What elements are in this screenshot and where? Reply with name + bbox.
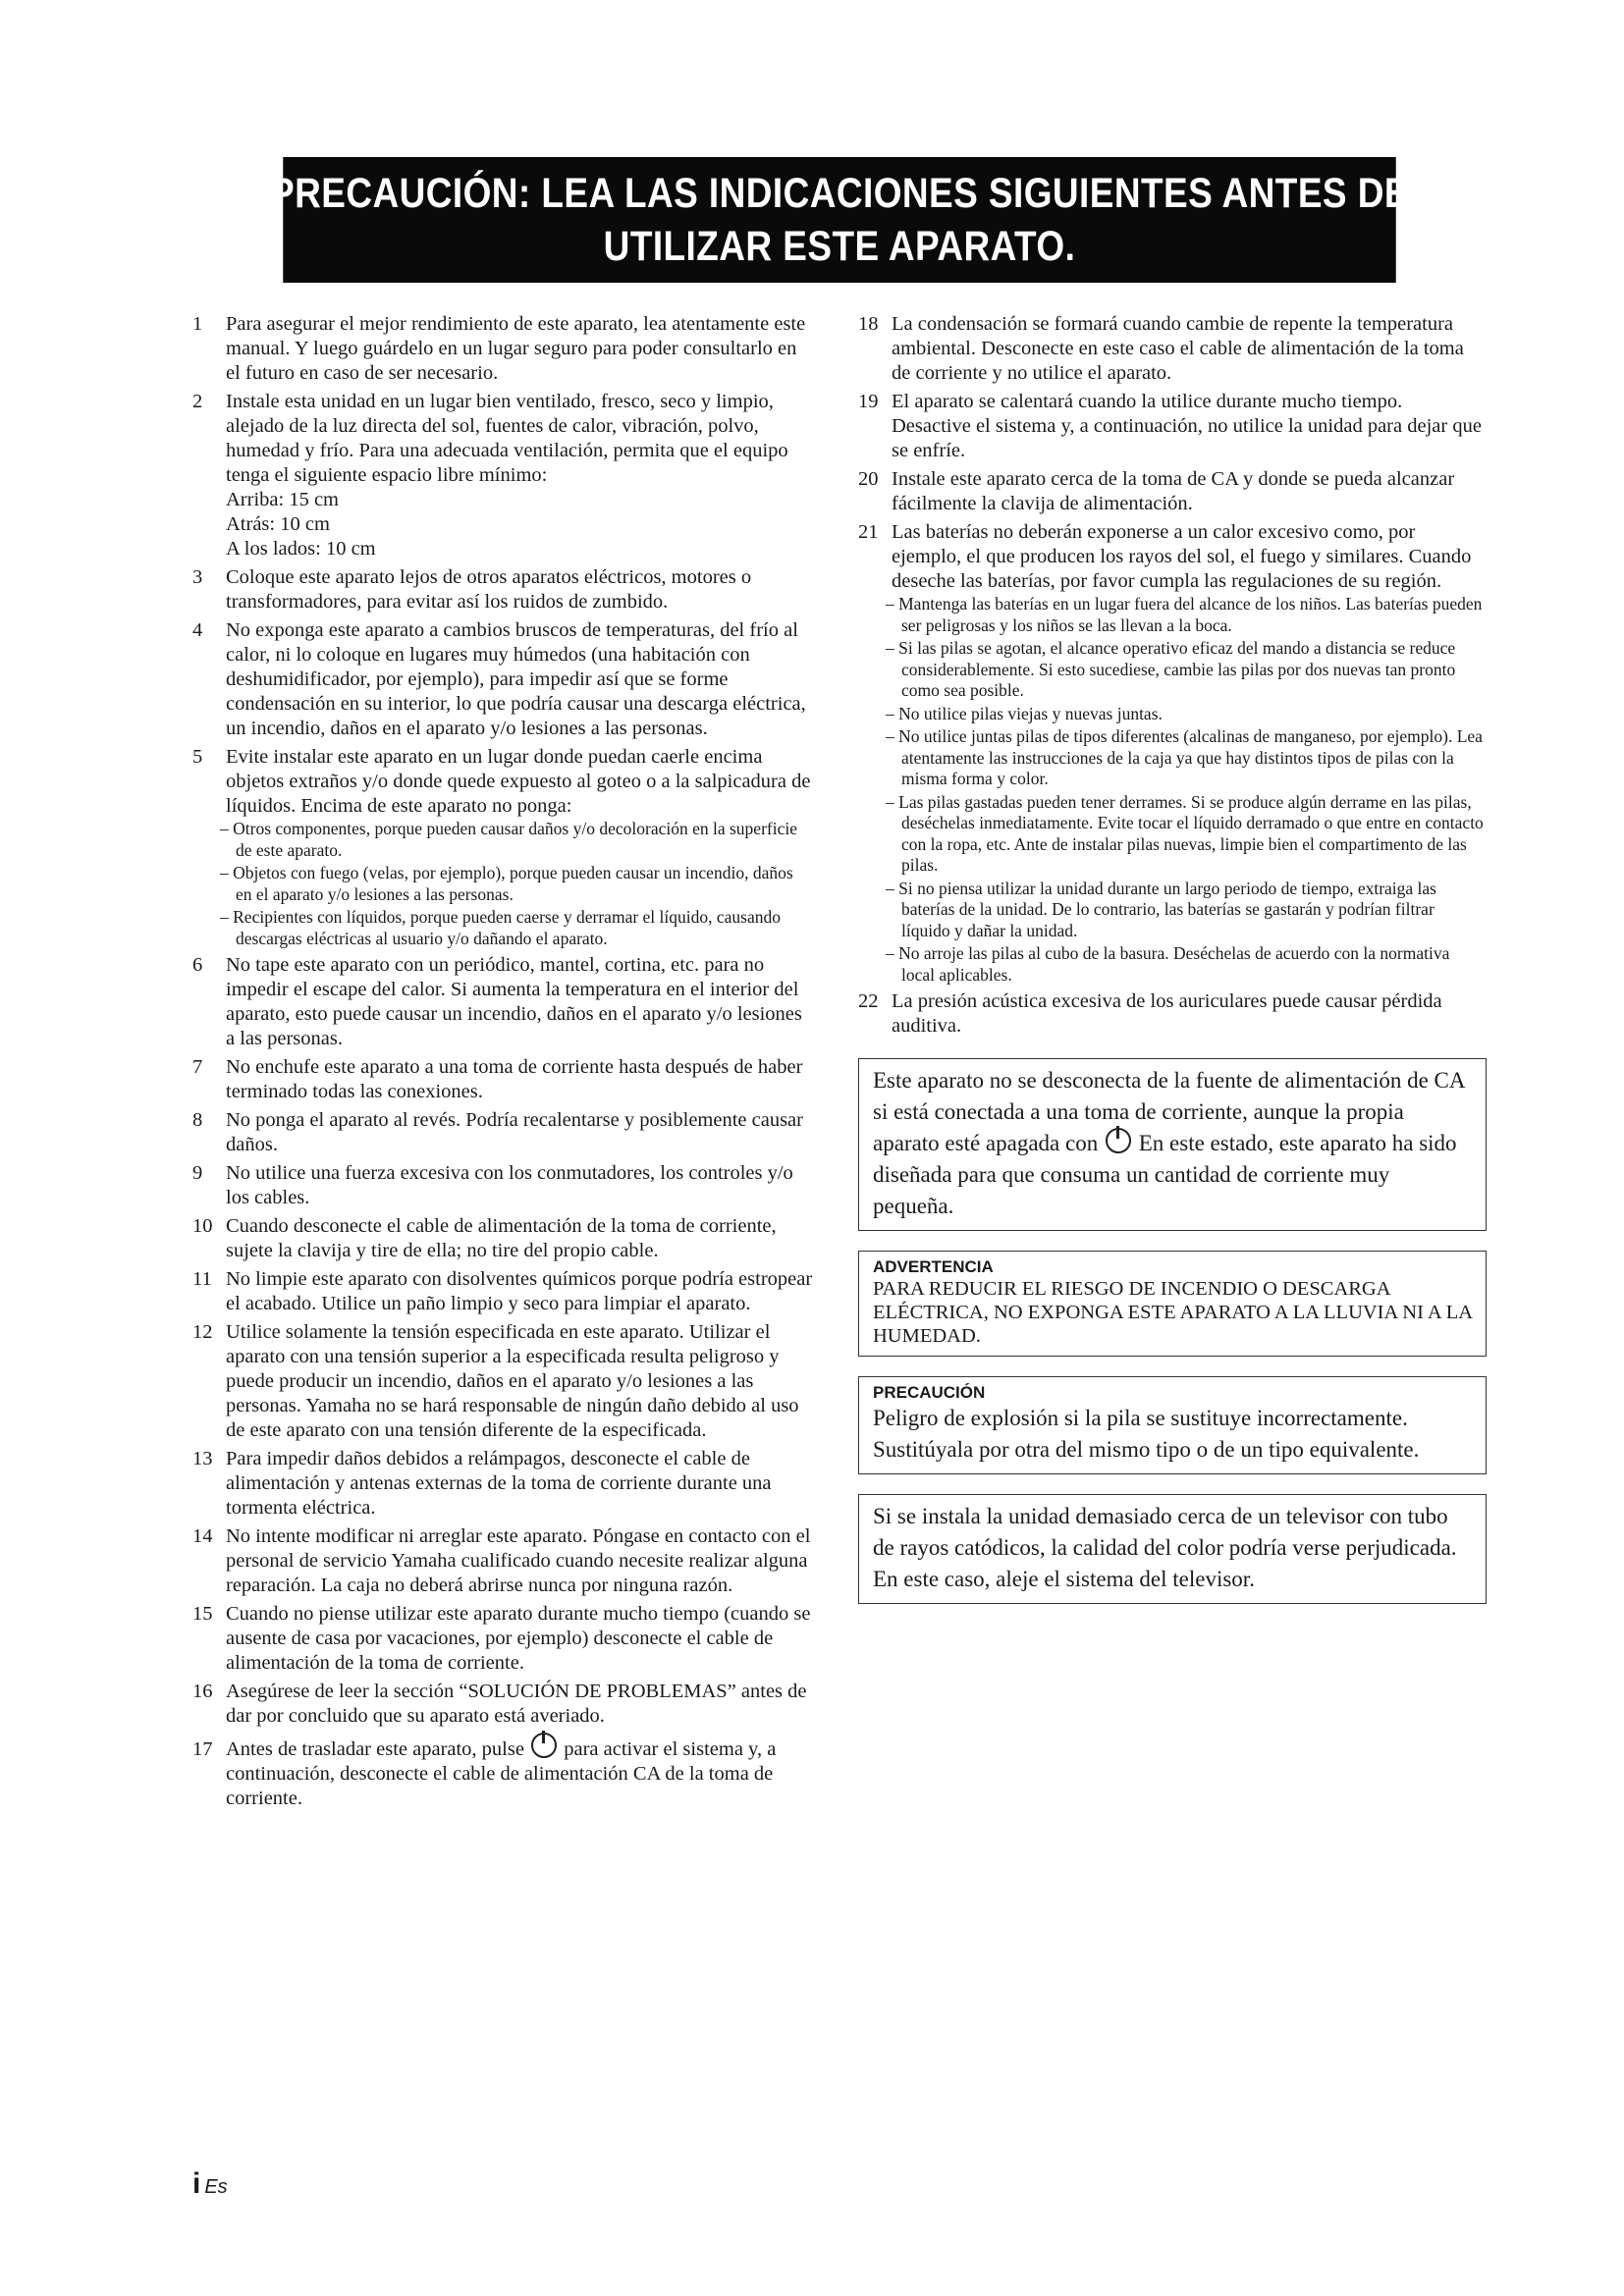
page-footer (192, 2167, 228, 2201)
warning-body: PARA REDUCIR EL RIESGO DE INCENDIO O DESCARGA ELÉCTRICA, NO EXPONGA ESTE APARATO A LA LLUVIA NI A LA HUMEDAD. (873, 1278, 1472, 1347)
title-banner (270, 157, 1409, 283)
sub-item: – No utilice juntas pilas de tipos diferentes (alcalinas de manganeso, por ejemplo). Lea atentamente las instrucciones de la caja ya que hay distintos tipos de pilas con la misma forma y color. (886, 726, 1483, 788)
list-item: 5 Evite instalar este aparato en un lugar donde puedan caerle encima objetos extraños y/o donde quede expuesto al goteo o a la salpicadura de líquidos. Encima de este aparato no ponga: (192, 746, 811, 817)
clearance-list: Arriba: 15 cm Atrás: 10 cm A los lados: 10 cm (226, 489, 376, 560)
list-item: 20 Instale este aparato cerca de la toma de CA y donde se pueda alcanzar fácilmente la clavija de alimentación. (858, 468, 1455, 514)
list-item: 12 Utilice solamente la tensión especificada en este aparato. Utilizar el aparato con una tensión superior a la especificada resulta peligroso y puede producir un incendio, daños en el aparato y/o lesiones a las personas. Yamaha no se hará responsable de ningún daño debido al uso de este aparato con una tensión diferente de la especificada. (192, 1321, 799, 1441)
warning-title: ADVERTENCIA (873, 1257, 994, 1276)
sub-item: – No utilice pilas viejas y nuevas juntas. (886, 703, 1163, 723)
list-item: 6 No tape este aparato con un periódico, mantel, cortina, etc. para no impedir el escape del calor. Si aumenta la temperatura en el interior del aparato, esto puede causar un incendio, daños en el aparato y/o lesiones a las personas. (192, 954, 802, 1049)
caution-box (858, 1376, 1487, 1474)
list-item: 11 No limpie este aparato con disolventes químicos porque podría estropear el acabado. Utilice un paño limpio y seco para limpiar el aparato. (192, 1268, 813, 1314)
list-item: 2 Instale esta unidad en un lugar bien ventilado, fresco, seco y limpio, alejado de la luz directa del sol, fuentes de calor, vibración, polvo, humedad y frío. Para una adecuada ventilación, permita que el equipo tenga el siguiente espacio libre mínimo: (192, 391, 788, 486)
list-item: 9 No utilice una fuerza excesiva con los conmutadores, los controles y/o los cables. (192, 1162, 793, 1208)
right-column (858, 312, 1487, 1604)
list-item: 21 Las baterías no deberán exponerse a un calor excesivo como, por ejemplo, el que producen los rayos del sol, el fuego y similares. Cuando deseche las baterías, por favor cumpla las regulaciones de su región. (858, 521, 1472, 592)
list-item: 19 El aparato se calentará cuando la utilice durante mucho tiempo. Desactive el sistema y, a continuación, no utilice la unidad para dejar que se enfríe. (858, 391, 1482, 461)
list-item: 3 Coloque este aparato lejos de otros aparatos eléctricos, motores o transformadores, para evitar así los ruidos de zumbido. (192, 566, 752, 613)
language-code: Es (204, 2176, 228, 2198)
tv-notice-box: Si se instala la unidad demasiado cerca de un televisor con tubo de rayos catódicos, la calidad del color podría verse perjudicada. En este caso, aleje el sistema del televisor. (858, 1494, 1487, 1604)
list-item: 7 No enchufe este aparato a una toma de corriente hasta después de haber terminado todas las conexiones. (192, 1056, 803, 1102)
sub-item: – Otros componentes, porque pueden causar daños y/o decoloración en la superficie de este aparato. (220, 819, 797, 860)
caution-title: PRECAUCIÓN (873, 1383, 986, 1402)
list-item: 8 No ponga el aparato al revés. Podría recalentarse y posiblemente causar daños. (192, 1109, 803, 1155)
sub-item: – No arroje las pilas al cubo de la basura. Deséchelas de acuerdo con la normativa local aplicables. (886, 943, 1450, 985)
power-icon (1106, 1128, 1131, 1153)
title-line-1: PRECAUCIÓN: LEA LAS INDICACIONES SIGUIENTES ANTES DE (270, 170, 1409, 217)
sub-item: – Objetos con fuego (velas, por ejemplo), porque pueden causar un incendio, daños en el aparato y/o lesiones a las personas. (220, 863, 793, 904)
sub-item: – Recipientes con líquidos, porque pueden caerse y derramar el líquido, causando descargas eléctricas al usuario y/o dañando el aparato. (220, 907, 781, 948)
list-item: 18 La condensación se formará cuando cambie de repente la temperatura ambiental. Desconecte en este caso el cable de alimentación de la toma de corriente y no utilice el aparato. (858, 313, 1464, 384)
left-column (192, 312, 813, 1815)
sub-item: – Las pilas gastadas pueden tener derrames. Si se produce algún derrame en las pilas, deséchelas inmediatamente. Evite tocar el líquido derramado o que entre en contacto con la ropa, etc. Ante de instalar pilas nuevas, limpie bien el compartimento de las pilas. (886, 791, 1484, 875)
list-item: 4 No exponga este aparato a cambios bruscos de temperaturas, del frío al calor, ni lo coloque en lugares muy húmedos (una habitación con deshumidificador, por ejemplo), para impedir así que se forme condensación en su interior, lo que podría causar una descarga eléctrica, un incendio, daños en el aparato y/o lesiones a las personas. (192, 619, 806, 739)
list-item: 1 Para asegurar el mejor rendimiento de este aparato, lea atentamente este manual. Y luego guárdelo en un lugar seguro para poder consultarlo en el futuro en caso de ser necesario. (192, 313, 806, 384)
power-icon (531, 1733, 557, 1758)
title-line-2: UTILIZAR ESTE APARATO. (603, 223, 1076, 270)
list-item: 17 Antes de trasladar este aparato, pulse para activar el sistema y, a continuación, desconecte el cable de alimentación CA de la toma de corriente. (192, 1733, 813, 1811)
list-item: 13 Para impedir daños debidos a relámpagos, desconecte el cable de alimentación y antenas externas de la toma de corriente durante una tormenta eléctrica. (192, 1448, 772, 1519)
caution-body: Peligro de explosión si la pila se sustituye incorrectamente. Sustitúyala por otra del mismo tipo o de un tipo equivalente. (873, 1406, 1420, 1462)
list-item: 16 Asegúrese de leer la sección “SOLUCIÓN DE PROBLEMAS” antes de dar por concluido que su aparato está averiado. (192, 1681, 807, 1727)
list-item: 14 No intente modificar ni arreglar este aparato. Póngase en contacto con el personal de servicio Yamaha cualificado cuando necesite realizar alguna reparación. La caja no deberá abrirse nunca por ninguna razón. (192, 1525, 811, 1596)
warning-box (858, 1251, 1487, 1357)
sub-item: – Si las pilas se agotan, el alcance operativo eficaz del mando a distancia se reduce considerablemente. Si esto sucediese, cambie las pilas por dos nuevas tan pronto como sea posible. (886, 638, 1456, 700)
standby-notice-box: Este aparato no se desconecta de la fuente de alimentación de CA si está conectada a una toma de corriente, aunque la propia aparato esté apagada con En este estado, este aparato ha sido diseñada para que consuma un cantidad de corriente muy pequeña. (858, 1058, 1487, 1231)
sub-item: – Si no piensa utilizar la unidad durante un largo periodo de tiempo, extraiga las baterías de la unidad. De lo contrario, las baterías se gastarán y podrían filtrar líquido y dañar la unidad. (886, 878, 1436, 940)
list-item: 10 Cuando desconecte el cable de alimentación de la toma de corriente, sujete la clavija y tire de ella; no tire del propio cable. (192, 1215, 777, 1261)
list-item: 15 Cuando no piense utilizar este aparato durante mucho tiempo (cuando se ausente de casa por vacaciones, por ejemplo) desconecte el cable de alimentación de la toma de corriente. (192, 1603, 811, 1674)
page-number: i (192, 2167, 201, 2200)
list-item: 22 La presión acústica excesiva de los auriculares puede causar pérdida auditiva. (858, 990, 1442, 1037)
sub-item: – Mantenga las baterías en un lugar fuera del alcance de los niños. Las baterías pueden ser peligrosas y los niños se las llevan a la boca. (886, 594, 1483, 635)
